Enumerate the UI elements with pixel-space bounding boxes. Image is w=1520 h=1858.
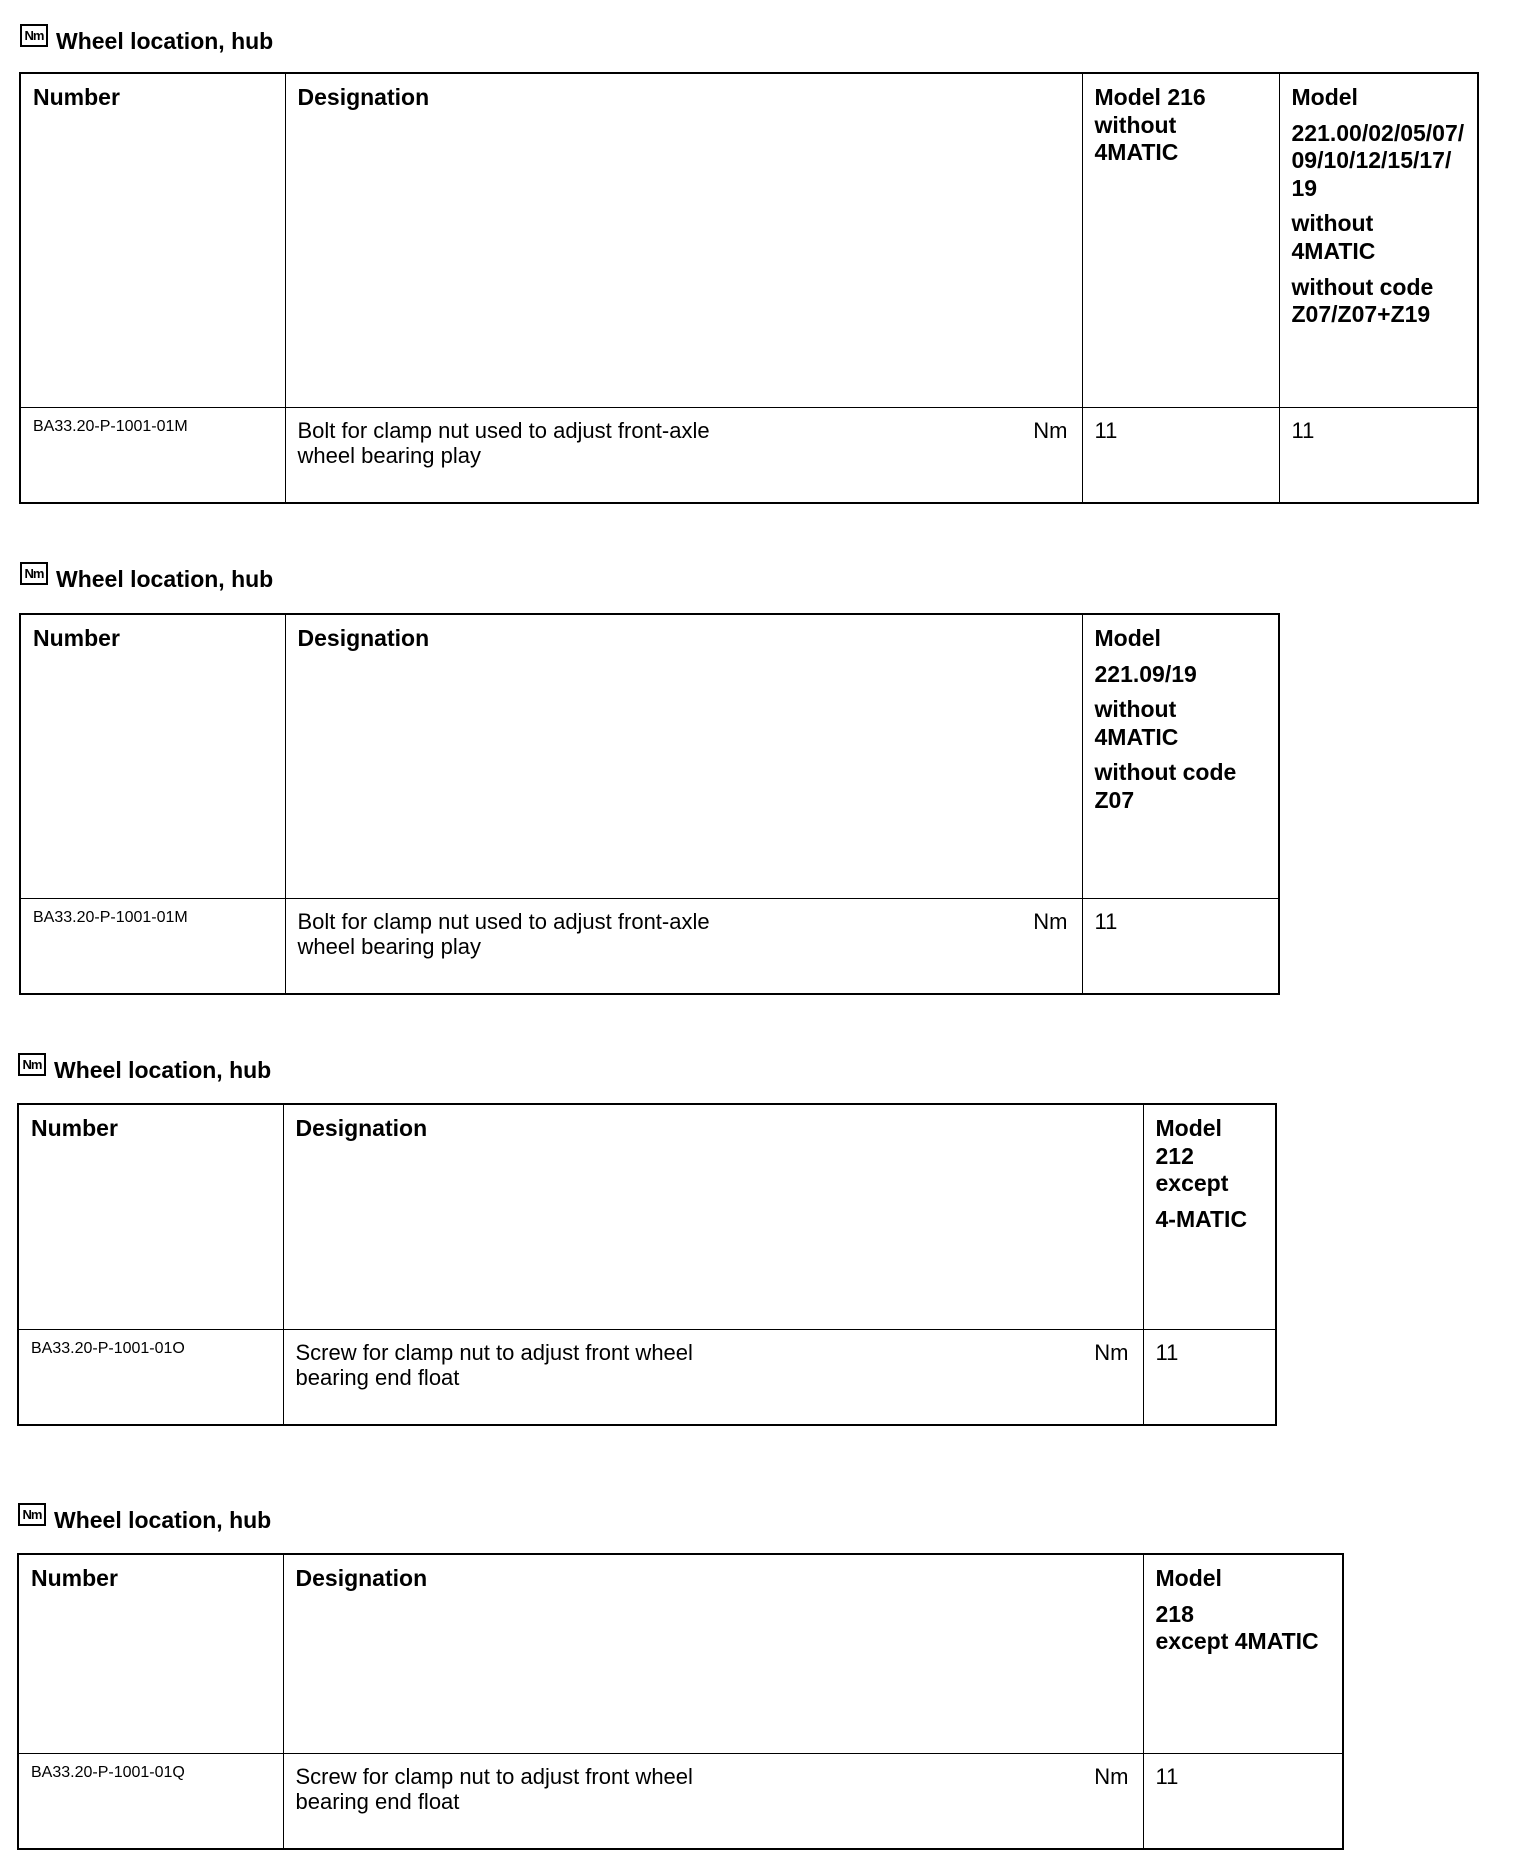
part-number: BA33.20-P-1001-01O — [18, 1329, 283, 1425]
header-model-line: 212 — [1155, 1142, 1194, 1169]
torque-nm-icon: Nm — [20, 562, 48, 585]
header-model-line: without — [1291, 210, 1374, 237]
torque-nm-icon: Nm — [18, 1503, 46, 1526]
header-model-line: Model — [1155, 1565, 1222, 1591]
header-model-line: except — [1155, 1170, 1229, 1197]
unit-label: Nm — [1094, 1763, 1129, 1789]
section-title — [18, 1057, 271, 1084]
torque-table — [19, 613, 1280, 995]
unit-label: Nm — [1033, 417, 1068, 443]
table-row — [20, 898, 1279, 994]
designation-text: Screw for clamp nut to adjust front wheel bearing end float — [295, 1763, 693, 1814]
section-title-text: Wheel location, hub — [54, 1057, 272, 1083]
header-model-line: 09/10/12/15/17/ — [1291, 147, 1452, 174]
torque-value: 11 — [1143, 1753, 1343, 1849]
torque-table — [17, 1103, 1277, 1426]
part-designation — [285, 898, 1082, 994]
torque-value: 11 — [1082, 407, 1279, 503]
part-designation — [283, 1329, 1143, 1425]
table-row — [18, 1753, 1343, 1849]
header-model-line: Model — [1094, 625, 1161, 651]
section-title-text: Wheel location, hub — [56, 28, 274, 54]
header-model-line: Z07/Z07+Z19 — [1291, 301, 1431, 328]
section-title-text: Wheel location, hub — [56, 566, 274, 592]
designation-text: Bolt for clamp nut used to adjust front-axle wheel bearing play — [297, 908, 710, 959]
header-model-line: 218 — [1155, 1600, 1194, 1627]
header-number: Number — [20, 73, 285, 407]
unit-label: Nm — [1094, 1339, 1129, 1365]
part-number: BA33.20-P-1001-01M — [20, 407, 285, 503]
part-designation — [283, 1753, 1143, 1849]
header-model-line: Z07 — [1094, 786, 1135, 813]
section-title-text: Wheel location, hub — [54, 1507, 272, 1533]
torque-nm-icon: Nm — [18, 1053, 46, 1076]
header-model-line: Model — [1291, 84, 1358, 110]
header-model — [1279, 73, 1478, 407]
header-model-line: without 4MATIC — [1094, 111, 1179, 166]
header-designation: Designation — [283, 1554, 1143, 1753]
header-model — [1082, 614, 1279, 898]
header-model-line: Model — [1155, 1115, 1222, 1141]
header-model-line: 19 — [1291, 174, 1318, 201]
header-designation: Designation — [285, 73, 1082, 407]
header-designation: Designation — [283, 1104, 1143, 1329]
section-title — [20, 566, 273, 593]
header-model-line: 221.09/19 — [1094, 660, 1197, 687]
header-number: Number — [18, 1104, 283, 1329]
header-model-line: 221.00/02/05/07/ — [1291, 119, 1465, 146]
designation-text: Screw for clamp nut to adjust front wheel bearing end float — [295, 1339, 693, 1390]
header-model-line: without code — [1094, 759, 1237, 786]
header-model-line: Model 216 — [1094, 84, 1206, 110]
header-model — [1082, 73, 1279, 407]
section-title — [20, 28, 273, 55]
header-number: Number — [18, 1554, 283, 1753]
header-model-line: 4MATIC — [1094, 723, 1179, 750]
section-title — [18, 1507, 271, 1534]
part-number: BA33.20-P-1001-01Q — [18, 1753, 283, 1849]
header-model-line: except 4MATIC — [1155, 1628, 1319, 1655]
designation-text: Bolt for clamp nut used to adjust front-axle wheel bearing play — [297, 417, 710, 468]
header-number: Number — [20, 614, 285, 898]
header-model-line: 4MATIC — [1291, 237, 1376, 264]
torque-nm-icon: Nm — [20, 24, 48, 47]
part-number: BA33.20-P-1001-01M — [20, 898, 285, 994]
header-model-line: without — [1094, 696, 1177, 723]
table-row — [18, 1329, 1276, 1425]
torque-table — [19, 72, 1479, 504]
header-designation: Designation — [285, 614, 1082, 898]
torque-value: 11 — [1082, 898, 1279, 994]
unit-label: Nm — [1033, 908, 1068, 934]
torque-value: 11 — [1143, 1329, 1276, 1425]
header-model — [1143, 1554, 1343, 1753]
header-model — [1143, 1104, 1276, 1329]
torque-table — [17, 1553, 1344, 1850]
header-model-line: 4-MATIC — [1155, 1205, 1248, 1232]
table-row — [20, 407, 1478, 503]
header-model-line: without code — [1291, 273, 1434, 300]
part-designation — [285, 407, 1082, 503]
torque-value: 11 — [1279, 407, 1478, 503]
